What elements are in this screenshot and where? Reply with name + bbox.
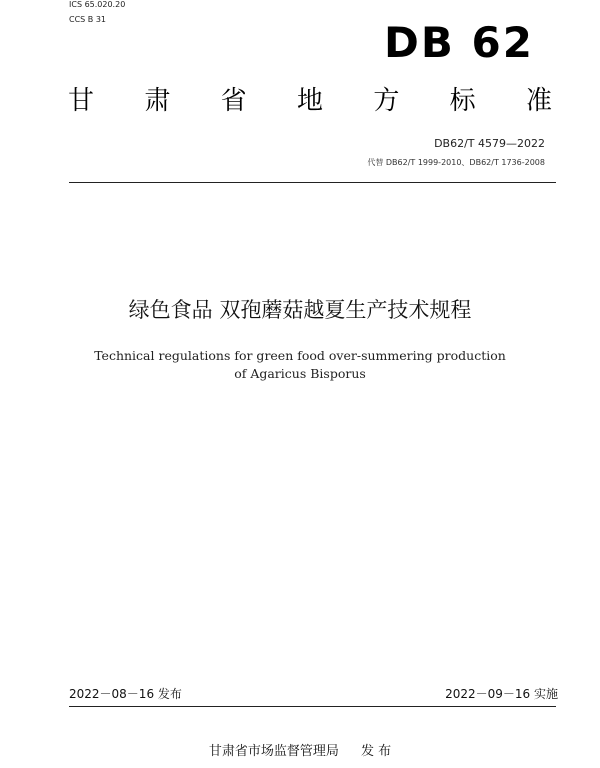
publish-label: 发 布 — [360, 744, 392, 759]
publisher-name: 甘肃省市场监督管理局 — [208, 744, 339, 759]
standard-title-char: 甘 — [68, 86, 95, 116]
standard-title-char: 方 — [373, 86, 400, 116]
ccs-code: CCS B 31 — [69, 15, 107, 24]
standard-title-char: 标 — [449, 86, 476, 116]
standard-title-char: 准 — [525, 86, 552, 116]
implement-date: 2022－09－16 实施 — [445, 687, 558, 701]
standard-title-char: 地 — [296, 86, 323, 116]
standard-title — [68, 86, 552, 116]
top-divider — [69, 182, 556, 183]
publisher-line — [0, 743, 600, 761]
document-title-cn: 绿色食品 双孢蘑菇越夏生产技术规程 — [128, 298, 472, 322]
issue-date: 2022－08－16 发布 — [69, 687, 182, 701]
document-title-en: Technical regulations for green food over-summering production of Agaricus Bisporus — [94, 348, 506, 381]
bottom-divider — [69, 706, 556, 707]
db-code-logo: DB 62 — [384, 18, 534, 67]
standard-title-char: 省 — [220, 86, 247, 116]
standard-title-char: 肃 — [144, 86, 171, 116]
replaces-note: 代替 DB62/T 1999-2010、DB62/T 1736-2008 — [367, 158, 545, 167]
standard-number: DB62/T 4579—2022 — [434, 137, 545, 150]
ics-code: ICS 65.020.20 — [69, 0, 126, 9]
